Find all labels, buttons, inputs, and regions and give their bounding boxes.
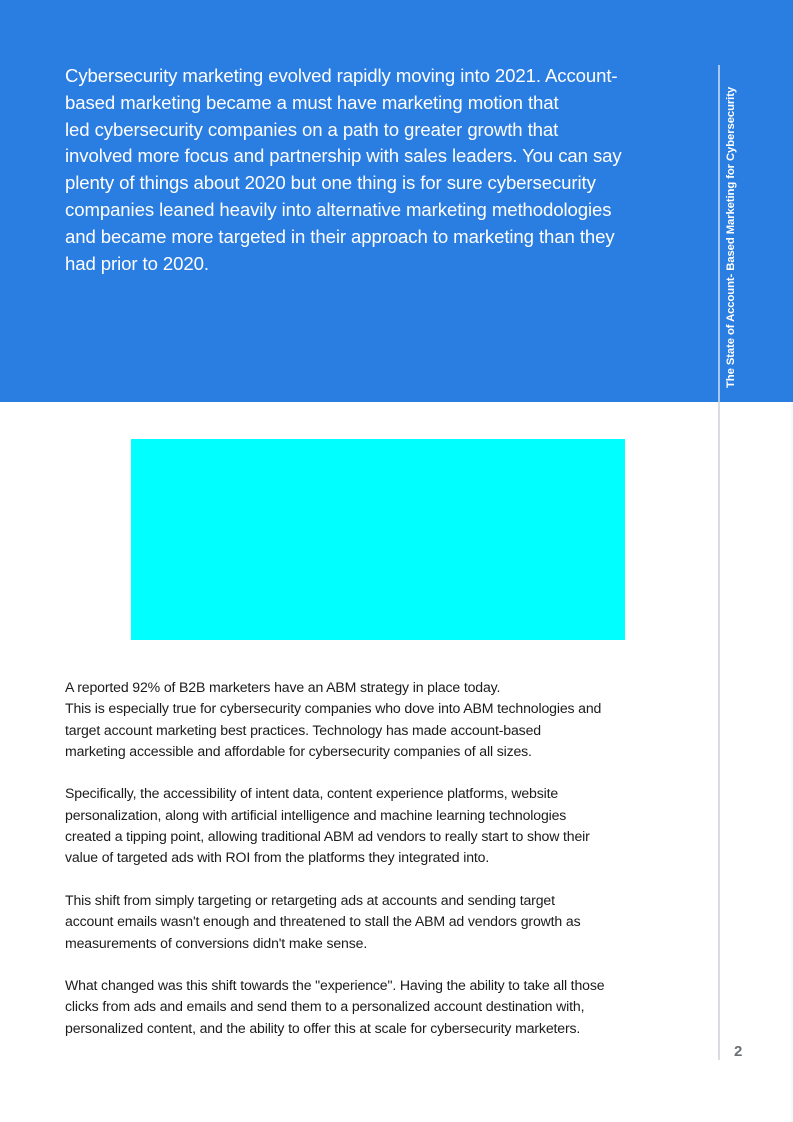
text-line: clicks from ads and emails and send them to a personalized account destination with, — [65, 998, 585, 1015]
hero-line: and became more targeted in their approach to marketing than they — [65, 225, 615, 247]
text-line: measurements of conversions didn't make sense. — [65, 934, 368, 951]
hero-intro-text — [65, 63, 685, 277]
hero-line: involved more focus and partnership with sales leaders. You can say — [65, 145, 622, 167]
image-placeholder — [131, 439, 625, 640]
hero-line: plenty of things about 2020 but one thing is for sure cybersecurity — [65, 172, 596, 194]
paragraph — [65, 975, 685, 1039]
hero-line: companies leaned heavily into alternative marketing methodologies — [65, 198, 612, 220]
text-line: A reported 92% of B2B marketers have an ABM strategy in place today. — [65, 679, 501, 695]
body-text — [65, 677, 685, 1060]
page-number: 2 — [734, 1043, 743, 1060]
hero-panel — [0, 0, 793, 402]
hero-line: Cybersecurity marketing evolved rapidly moving into 2021. Account- — [65, 65, 618, 86]
hero-line: based marketing became a must have marketing motion that — [65, 91, 559, 113]
running-title: The State of Account- Based Marketing for Cybersecurity — [725, 86, 737, 388]
text-line: marketing accessible and affordable for cybersecurity companies of all sizes. — [65, 742, 532, 759]
text-line: What changed was this shift towards the "experience". Having the ability to take all those — [65, 977, 605, 994]
paragraph — [65, 890, 685, 954]
text-line: This shift from simply targeting or retargeting ads at accounts and sending target — [65, 891, 555, 908]
text-line: personalization, along with artificial intelligence and machine learning technologies — [65, 806, 567, 823]
text-line: This is especially true for cybersecurity companies who dove into ABM technologies and — [65, 700, 602, 717]
text-line: personalized content, and the ability to offer this at scale for cybersecurity marketers. — [65, 1019, 581, 1036]
paragraph — [65, 677, 685, 762]
text-line: Specifically, the accessibility of intent data, content experience platforms, website — [65, 785, 559, 802]
sidebar-divider-on-hero — [718, 65, 720, 402]
paragraph — [65, 783, 685, 868]
text-line: target account marketing best practices. Technology has made account-based — [65, 721, 541, 738]
hero-line: led cybersecurity companies on a path to greater growth that — [65, 118, 559, 140]
hero-line: had prior to 2020. — [65, 252, 209, 274]
text-line: account emails wasn't enough and threatened to stall the ABM ad vendors growth as — [65, 913, 581, 930]
text-line: value of targeted ads with ROI from the platforms they integrated into. — [65, 849, 490, 866]
text-line: created a tipping point, allowing traditional ABM ad vendors to really start to show their — [65, 828, 590, 845]
